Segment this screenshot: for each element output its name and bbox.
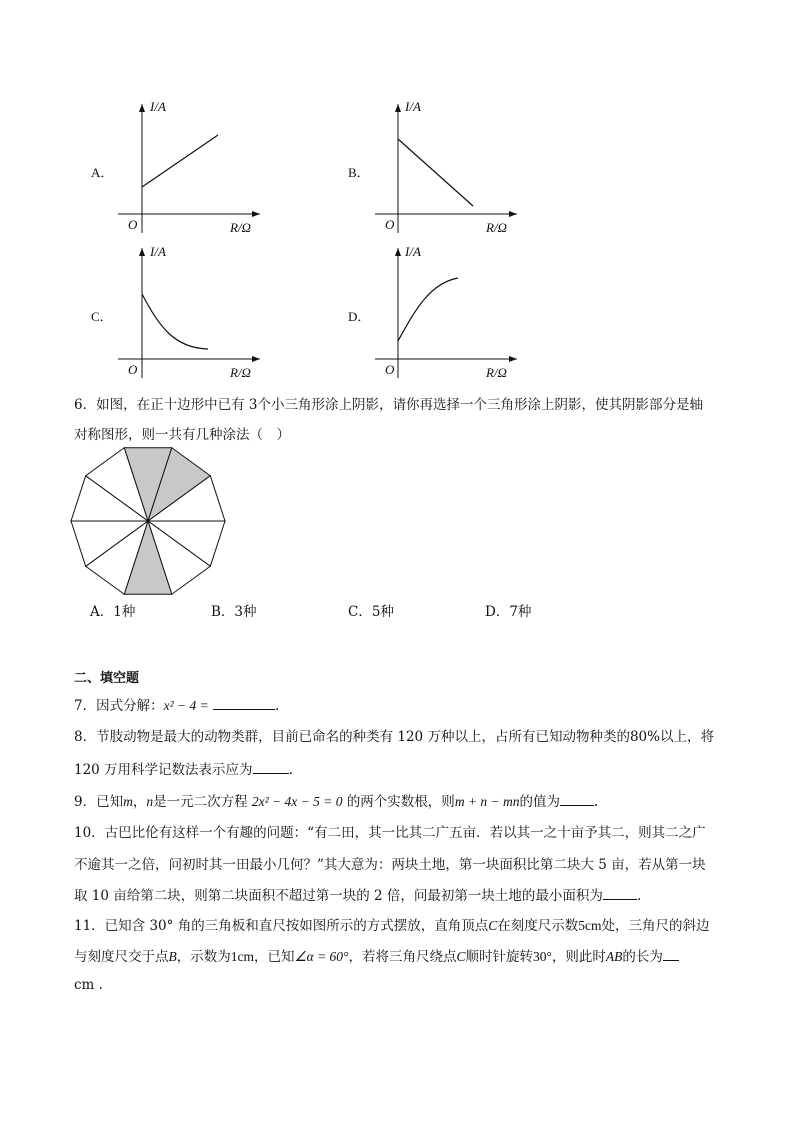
q9-p2: 是一元二次方程: [153, 794, 248, 810]
q6-choice-c: C．5种: [348, 604, 394, 620]
q11-value-1: 5cm: [578, 918, 602, 933]
q10-line3: 取 10 亩给第二块，则第二块面积不超过第一块的 2 倍，问最初第一块土地的最小面积为: [74, 888, 603, 904]
q9-p3: 的两个实数根，则: [346, 794, 455, 810]
q11-line3: cm .: [74, 977, 103, 993]
graph-a-y-label: I/A: [150, 99, 166, 114]
q11-rotation: 30°: [532, 949, 552, 964]
graph-a-origin: O: [128, 217, 138, 232]
question-11-line1: [74, 917, 709, 935]
graph-b-y-label: I/A: [405, 99, 421, 114]
q11-line2g: 的长为: [622, 949, 663, 965]
q11-line2d: ，若将三角尺绕点: [348, 949, 457, 965]
q9-p4: 的值为: [519, 794, 561, 810]
q9-equation: 2x² − 4x − 5 = 0: [251, 794, 343, 809]
option-a-label: A．: [91, 165, 114, 180]
option-b-label: B．: [348, 165, 370, 180]
q6-choice-b: B．3种: [211, 604, 257, 620]
q10-suffix: .: [636, 888, 642, 904]
q11-line2a: 与刻度尺交于点: [74, 949, 169, 965]
question-10-line3: [74, 886, 641, 905]
q9-p1: 9．已知: [74, 794, 124, 810]
q11-angle: ∠α = 60°: [294, 949, 349, 964]
q8-line1: 8．节肢动物是最大的动物类群，目前已命名的种类有 120 万种以上，占所有已知动物种类的80%以上，将: [74, 729, 714, 745]
graph-c-x-label: R/Ω: [230, 365, 251, 380]
graph-c-y-label: I/A: [150, 244, 166, 259]
q11-segment-ab: AB: [605, 949, 623, 964]
graph-a-x-label: R/Ω: [230, 220, 251, 235]
q6-choice-d: D．7种: [485, 604, 532, 620]
question-8-line2: [74, 760, 293, 779]
q9-expr: m + n − mn: [454, 794, 520, 809]
q7-suffix: .: [275, 698, 280, 714]
question-7: [74, 696, 279, 715]
graph-d-x-label: R/Ω: [486, 365, 507, 380]
q9-m: m: [123, 794, 133, 809]
q11-point-b: B: [168, 949, 177, 964]
q11-line1c: 处，三角尺的斜边: [601, 918, 710, 934]
question-11-line2: [74, 947, 679, 966]
option-c-label: C．: [91, 309, 113, 324]
q6-choice-a: A．1种: [90, 604, 136, 620]
q11-line1b: 在刻度尺示数: [497, 918, 579, 934]
q9-sep: ，: [132, 794, 147, 810]
q9-answer-blank[interactable]: [560, 792, 594, 806]
q11-answer-blank[interactable]: [663, 947, 679, 961]
q11-line1a: 11．已知含 30° 角的三角板和直尺按如图所示的方式摆放，直角顶点: [74, 918, 489, 934]
q9-suffix: .: [594, 794, 599, 810]
q7-expr: x² − 4 =: [163, 698, 209, 713]
q11-line2c: ，已知: [254, 949, 295, 965]
q8-answer-blank[interactable]: [253, 760, 289, 774]
q6-line1: 6．如图，在正十边形中已有 3个小三角形涂上阴影，请你再选择一个三角形涂上阴影，使其阴影部分是轴: [74, 397, 703, 413]
graph-b-x-label: R/Ω: [486, 220, 507, 235]
graph-b-origin: O: [385, 217, 395, 232]
q11-point-c: C: [488, 918, 498, 933]
graph-d-origin: O: [385, 362, 395, 377]
q9-n: n: [146, 794, 154, 809]
q10-line1: 10．古巴比伦有这样一个有趣的问题：“有二田，其一比其二广五亩．若以其一之十亩予其二，则其二之广: [74, 825, 706, 841]
q8-line2: 120 万用科学记数法表示应为: [74, 762, 253, 778]
q11-point-c2: C: [456, 949, 466, 964]
q10-answer-blank[interactable]: [603, 886, 637, 900]
option-d-label: D．: [348, 309, 371, 324]
q10-line2: 不逾其一之倍，问初时其一田最小几何？”其大意为：两块土地，第一块面积比第二块大 5 亩，若从第一块: [74, 857, 706, 873]
question-9: [74, 792, 598, 811]
q11-line2e: 顺时针旋转: [465, 949, 533, 965]
q11-line2f: ，则此时: [551, 949, 606, 965]
q6-line2: 对称图形，则一共有几种涂法（ ）: [74, 427, 290, 443]
q8-suffix: .: [288, 762, 293, 778]
section-title: 二、填空题: [74, 671, 140, 686]
q7-answer-blank[interactable]: [213, 696, 275, 710]
graph-d-y-label: I/A: [405, 244, 421, 259]
q11-value-2: 1cm: [230, 949, 254, 964]
q7-prefix: 7．因式分解：: [74, 698, 164, 714]
graph-c-origin: O: [128, 362, 138, 377]
q11-line2b: ，示数为: [176, 949, 231, 965]
